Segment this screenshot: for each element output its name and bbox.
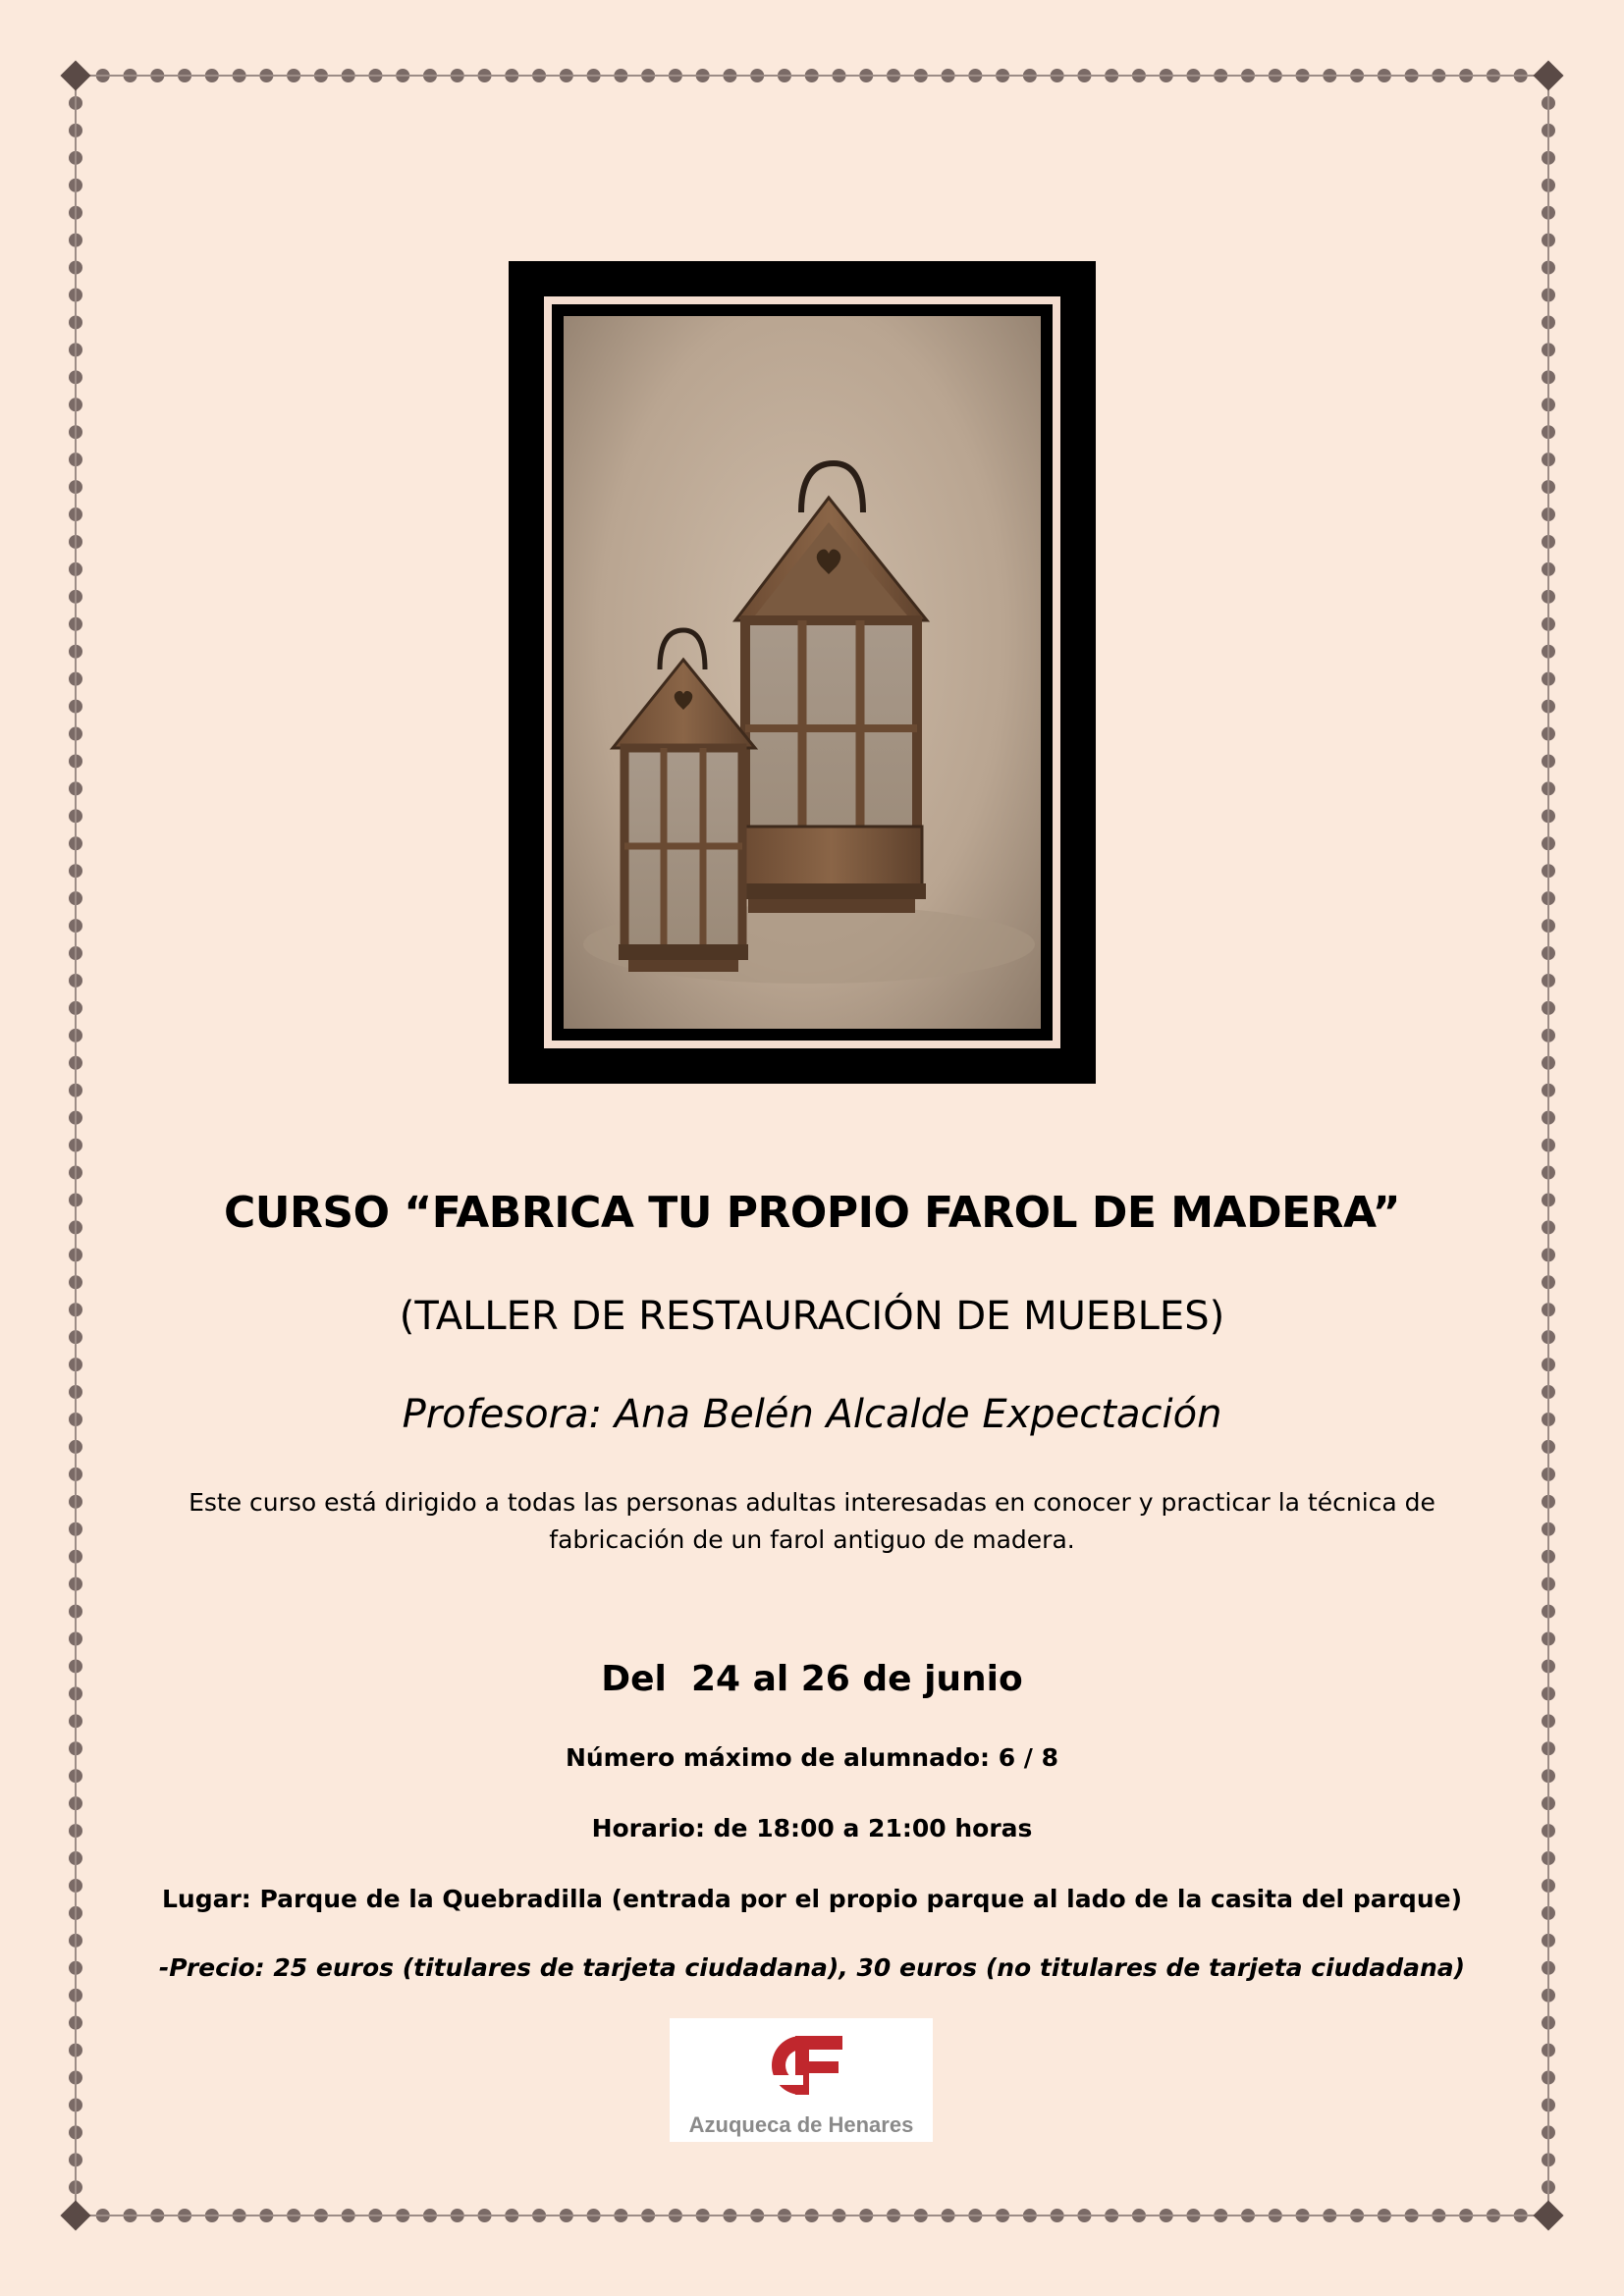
municipality-logo xyxy=(670,2018,933,2142)
max-students: Número máximo de alumnado: 6 / 8 xyxy=(565,1743,1059,1772)
lanterns-photo xyxy=(564,316,1041,1029)
photo-frame xyxy=(509,261,1096,1084)
teacher-name: Profesora: Ana Belén Alcalde Expectación xyxy=(402,1392,1222,1437)
azuqueca-logo-icon xyxy=(670,2018,933,2112)
logo-text: Azuqueca de Henares xyxy=(688,2112,914,2137)
price: -Precio: 25 euros (titulares de tarjeta ciudadana), 30 euros (no titulares de tarjeta ciudadana) xyxy=(158,1953,1466,1982)
location: Lugar: Parque de la Quebradilla (entrada por el propio parque al lado de la casita del parque) xyxy=(161,1885,1463,1913)
course-subtitle: (TALLER DE RESTAURACIÓN DE MUEBLES) xyxy=(399,1294,1225,1339)
small-lantern xyxy=(613,630,755,972)
course-dates: Del 24 al 26 de junio xyxy=(601,1659,1023,1699)
course-description: Este curso está dirigido a todas las personas adultas interesadas en conocer y practicar la técnica de fabricación de un farol antiguo de madera. xyxy=(189,1488,1435,1554)
wooden-lanterns-illustration xyxy=(564,316,1041,1029)
course-title: CURSO “FABRICA TU PROPIO FAROL DE MADERA” xyxy=(223,1188,1400,1238)
schedule: Horario: de 18:00 a 21:00 horas xyxy=(591,1814,1033,1842)
large-lantern xyxy=(735,463,927,913)
